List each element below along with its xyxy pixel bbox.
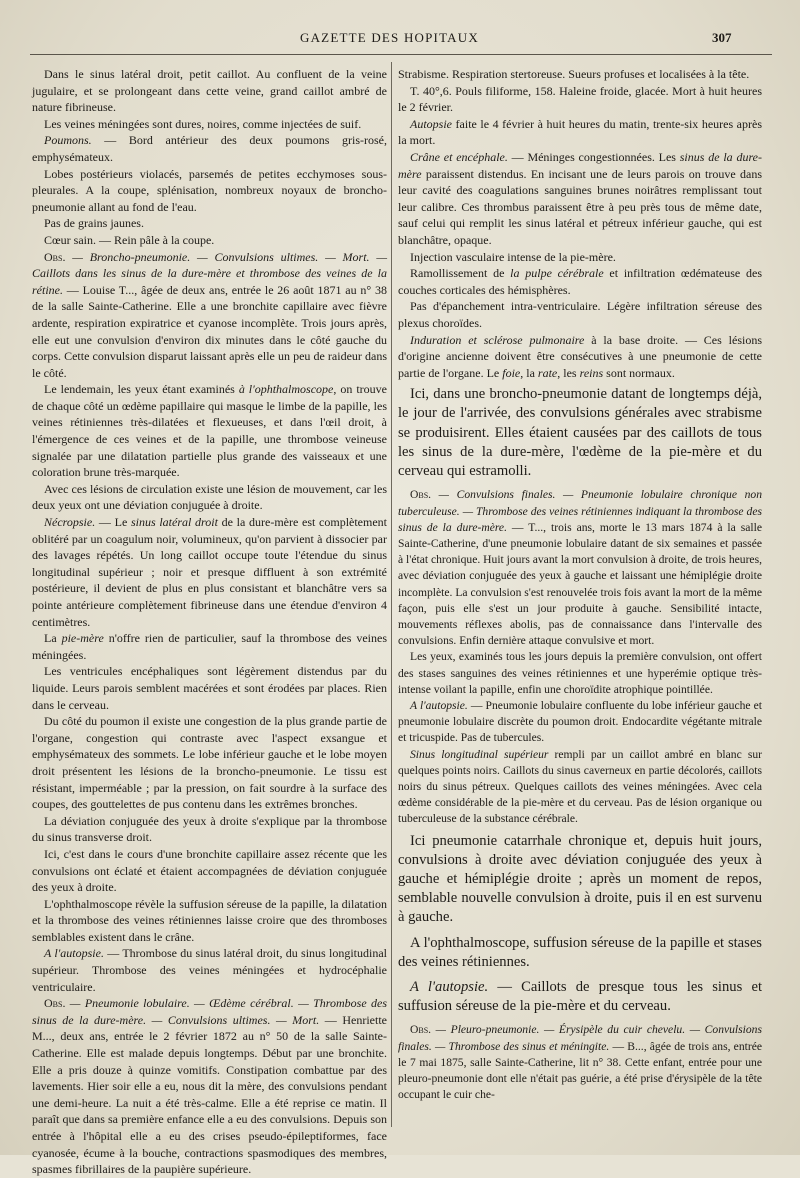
running-title: GAZETTE DES HOPITAUX — [300, 30, 479, 45]
paragraph: Strabisme. Respiration stertoreuse. Sueurs profuses et localisées à la tête. — [398, 67, 750, 81]
emphasis: à l'ophthalmoscope — [238, 382, 334, 397]
emphasis: sinus de la dure-mère — [398, 149, 762, 181]
obs-title: — Broncho-pneumonie. — Convulsions ultimes. — Mort. — Caillots dans les sinus de la dure-mère et thrombose des veines de la rétine. — [32, 249, 387, 297]
summary-paragraph: A l'ophthalmoscope, suffusion séreuse de la papille et stases des veines rétiniennes. — [398, 934, 762, 970]
paragraph-text: à la base droite. — Ces lésions d'origine ancienne doivent être consécutives à une pneumonie de cette partie de l'organe. Le — [398, 332, 762, 380]
paragraph — [32, 514, 387, 630]
paragraph: Cœur sain. — Rein pâle à la coupe. — [44, 232, 215, 247]
paragraph: L'ophthalmoscope révèle la suffusion séreuse de la papille, la dilatation et la thrombose des veines rétiniennes laisse croire que des thromboses semblables existent dans le crâne. — [32, 896, 387, 944]
paragraph — [398, 265, 762, 298]
paragraph: Pas de grains jaunes. — [44, 216, 144, 231]
paragraph: Lobes postérieurs violacés, parsemés de petites ecchymoses sous-pleurales. A la coupe, splénisation, nombreux noyaux de broncho-pneumonie allant au fond de l'eau. — [32, 166, 387, 214]
column-divider — [391, 62, 392, 1127]
page-number: 307 — [712, 30, 732, 45]
paragraph: Injection vasculaire intense de la pie-mère. — [410, 249, 616, 264]
emphasis: foie — [502, 365, 521, 380]
paragraph-text: , on trouve de chaque côté un œdème papillaire qui masque le limbe de la papille, les veines rétiniennes très-dilatées et flexueuses, et dans l'œil droit, à l'émergence de ces veines et de la papille, une thrombose veineuse signalée par une dilatation partielle plus grande des vaisseaux et une coloration brune très-marquée. — [32, 382, 387, 480]
obs-text: — Henriette M..., deux ans, entrée le 2 février 1872 au n° 50 de la salle Sainte-Catherine. Elle est malade depuis longtemps. Début par une bronchite. Elle a pris douze à quinze vomitifs. Constipation combattue par des lavements. Hier soir elle a eu, nous dit la mère, des convulsions pendant une demi-heure. La nuit a été très-calme. Elle a été reprise ce matin. Il paraît que dans sa première enfance elle a eu des convulsions. Depuis son entrée à l'hôpital elle a eu des crises pseudo-épileptiformes, face cyanosée, écume à la bouche, contractions spasmodiques des membres, spasmes fibrillaires de la paupière supérieure. — [32, 1012, 387, 1177]
obs-text: — B..., âgée de trois ans, entrée le 7 mai 1875, salle Sainte-Catherine, lit n° 38. Cette enfant, entrée pour une pleuro-pneumonie dont elle n'était pas guérie, a été prise d'érysipèle de la tête occupant le cuir che- — [398, 1039, 763, 1102]
obs-title: — Pleuro-pneumonie. — Érysipèle du cuir chevelu. — Convulsions finales. — Thrombose des sinus et méningite. — [398, 1023, 762, 1053]
paragraph-text: paraissent distendus. En incisant une de leurs parois on trouve dans leur cavité des coagulations sanguines brunes noirâtres remplissant tout leur calibre. Ces thrombus paraissent être à peu près tous de même date, sauf celui qui remplit les sinus latéral et pétreux inférieur gauche, qui est blanchâtre, opaque. — [398, 166, 762, 247]
paragraph — [398, 116, 762, 149]
paragraph — [398, 698, 762, 747]
emphasis: pie-mère — [61, 631, 104, 646]
paragraph-text: , la — [520, 365, 538, 380]
emphasis: sinus latéral droit — [130, 515, 218, 530]
paragraph: Ici, c'est dans le cours d'une bronchite capillaire assez récente que les convulsions ont éclaté et étaient accompagnées de déviation conjuguée des yeux à droite. — [32, 846, 387, 895]
section-label: Sinus longitudinal supérieur — [410, 747, 549, 761]
paragraph-text: , les — [557, 365, 580, 380]
paragraph: T. 40°,6. Pouls filiforme, 158. Haleine froide, glacée. Mort à huit heures le 2 février. — [398, 83, 762, 115]
observation-paragraph — [32, 995, 387, 1178]
paragraph: Dans le sinus latéral droit, petit caillot. Au confluent de la veine jugulaire, et se prolongeant dans cette veine, grand caillot ambré de nature fibrineuse. — [32, 67, 387, 115]
section-label: A l'autopsie. — [410, 978, 489, 995]
section-label: Nécropsie. — [44, 515, 96, 530]
paragraph-text: — Thrombose du sinus latéral droit, du sinus longitudinal supérieur. Thrombose des veines méningées et hydrocéphalie ventriculaire. — [32, 946, 387, 994]
paragraph-text: rempli par un caillot ambré en blanc sur quelques points noirs. Caillots du sinus caverneux en partie décolorés, caillots noirs du sinus pétreux. Quelques caillots des veines méningées. Avec cela œdème considérable de la pie-mère et du cerveau. Pas de lésion organique ou tuberculeuse de la substance cérébrale. — [398, 747, 762, 826]
paragraph: Pas d'épanchement intra-ventriculaire. Légère infiltration séreuse des plexus choroïdes. — [398, 299, 762, 330]
page-header — [0, 30, 800, 50]
paragraph-text: Le lendemain, les yeux étant examinés — [44, 382, 239, 397]
section-label: A l'autopsie. — [410, 698, 468, 712]
paragraph-text: sont normaux. — [603, 365, 675, 380]
paragraph-text: — Méninges congestionnées. Les — [507, 149, 680, 164]
section-label: A l'autopsie. — [44, 946, 104, 961]
emphasis: la pulpe cérébrale — [510, 266, 604, 281]
paragraph — [32, 630, 387, 663]
paragraph — [398, 747, 762, 828]
paragraph: Du côté du poumon il existe une congestion de la plus grande partie de l'organe, congestion qui contraste avec l'aspect exsangue et emphysémateux des sommets. Le lobe inférieur gauche et le lobe moyen droit présentent les lésions de la broncho-pneumonie. Le tissu est résistant, imperméable ; par la pression, on fait sourdre à la surface des coupes, des gouttelettes de pus contenu dans les extrêmes bronches. — [32, 714, 387, 812]
obs-label: Obs. — [44, 249, 66, 264]
header-rule — [30, 54, 772, 55]
paragraph: Les ventricules encéphaliques sont légèrement distendus par du liquide. Leurs parois semblent macérées et sont érodées par places. Rien dans le cerveau. — [32, 664, 387, 712]
paragraph: Les veines méningées sont dures, noires, comme injectées de suif. — [44, 116, 362, 131]
obs-text: — Louise T..., âgée de deux ans, entrée le 26 août 1871 au n° 38 de la salle Sainte-Catherine. Elle a une bronchite capillaire avec fièvre ardente, respiration expiratrice et cyanose incomplète. Trois jours après, elle eut une convulsion d'environ dix minutes dans le côté gauche du corps. Cette convulsion disparut laissant après elle un peu de raideur dans le côté. — [32, 282, 387, 380]
paragraph-text: n'offre rien de particulier, sauf la thrombose des veines méningées. — [32, 631, 387, 662]
paragraph-text: faite le 4 février à huit heures du matin, trente-six heures après la mort. — [398, 116, 762, 148]
paragraph — [398, 149, 762, 249]
paragraph: Avec ces lésions de circulation existe une lésion de mouvement, car les deux yeux ont une déviation conjuguée à droite. — [32, 481, 387, 513]
paragraph-text: — Pneumonie lobulaire confluente du lobe inférieur gauche et pneumonie lobulaire discrète du poumon droit. Endocardite végétante mitrale et tricuspide. Pas de tubercules. — [398, 698, 762, 745]
paragraph-text: — Le — [95, 515, 131, 530]
obs-text: — T..., trois ans, morte le 13 mars 1874 à la salle Sainte-Catherine, d'une pneumonie lobulaire datant de six semaines et passée à l'état chronique. Huit jours avant la mort convulsion à droite, de trois heures, avec déviation conjuguée des yeux à gauche et laissant une hémiplégie droite incomplète. La convulsion s'est renouvelée trois fois avant la mort de la même façon, puis elle s'est un jour produite à gauche. Sensibilité intacte, mouvements réflexes abolis, pas de connaissance dans l'intervalle des convulsions. Enfin dernière attaque convulsive et mort. — [398, 520, 762, 648]
observation-paragraph — [32, 249, 387, 382]
obs-label: Obs. — [410, 1023, 432, 1037]
paragraph-text: — Caillots de presque tous les sinus et suffusion séreuse de la pie-mère et du cerveau. — [398, 978, 762, 1015]
obs-label: Obs. — [44, 996, 66, 1011]
paragraph — [32, 132, 387, 165]
paragraph — [32, 945, 387, 995]
section-label: Crâne et encéphale. — [410, 149, 508, 164]
section-label: Poumons. — [44, 133, 92, 148]
section-label: Autopsie — [410, 116, 452, 131]
paragraph-text: et infiltration œdémateuse des couches corticales des hémisphères. — [398, 266, 762, 297]
paragraph-text: Ramollissement de — [410, 266, 511, 281]
paragraph-text: — Bord antérieur des deux poumons gris-rosé, emphysémateux. — [32, 133, 387, 164]
observation-paragraph — [398, 487, 762, 649]
paragraph: La déviation conjuguée des yeux à droite s'explique par la thrombose du sinus transverse droit. — [32, 813, 387, 845]
summary-paragraph: Ici pneumonie catarrhale chronique et, depuis huit jours, convulsions à droite avec déviation conjuguée des yeux à gauche et hémiplégie droite ; après un moment de repos, semblable nouvelle convulsion à droite, puis il en est survenu à gauche. — [398, 832, 762, 926]
paragraph: Les yeux, examinés tous les jours depuis la première convulsion, ont offert des stases sanguines des veines rétiniennes et une hyperémie optique très-intense voilant la papille, enfin une choroïdite atrophique pointillée. — [398, 650, 762, 696]
paragraph — [32, 381, 387, 481]
left-column — [32, 66, 388, 1177]
summary-paragraph — [398, 978, 762, 1016]
observation-paragraph — [398, 1022, 762, 1103]
paragraph-text: La — [44, 631, 62, 646]
paragraph — [398, 332, 762, 382]
summary-paragraph: Ici, dans une broncho-pneumonie datant de longtemps déjà, le jour de l'arrivée, des convulsions générales avec strabisme se produisirent. Elles étaient causées par des caillots de tous les sinus de la dure-mère, l'œdème de la pie-mère et du cerveau qui estramolli. — [398, 386, 762, 480]
obs-label: Obs. — [410, 488, 432, 502]
emphasis: reins — [579, 365, 604, 380]
right-column — [398, 66, 762, 1126]
obs-title: — Pneumonie lobulaire. — Œdème cérébral. — Thrombose des sinus de la dure-mère. — Convulsions ultimes. — Mort. — [32, 996, 387, 1027]
paragraph-text: de la dure-mère est complètement oblitéré par un coagulum noir, volumineux, qu'on parvient à dissocier par des lavages répétés. Un long caillot occupe toute l'étendue du sinus longitudinal supérieur ; noir et presque diffluent à son extrémité postérieure, il devient de plus en plus consistant et blanchâtre vers sa pointe antérieure complètement fibrineuse dans une étendue d'environ 4 centimètres. — [32, 515, 388, 629]
section-label: Induration et sclérose pulmonaire — [410, 332, 585, 347]
obs-title: — Convulsions finales. — Pneumonie lobulaire chronique non tuberculeuse. — Thrombose des veines rétiniennes indiquant la thrombose des sinus de la dure-mère. — [398, 488, 762, 534]
emphasis: rate — [537, 365, 558, 380]
